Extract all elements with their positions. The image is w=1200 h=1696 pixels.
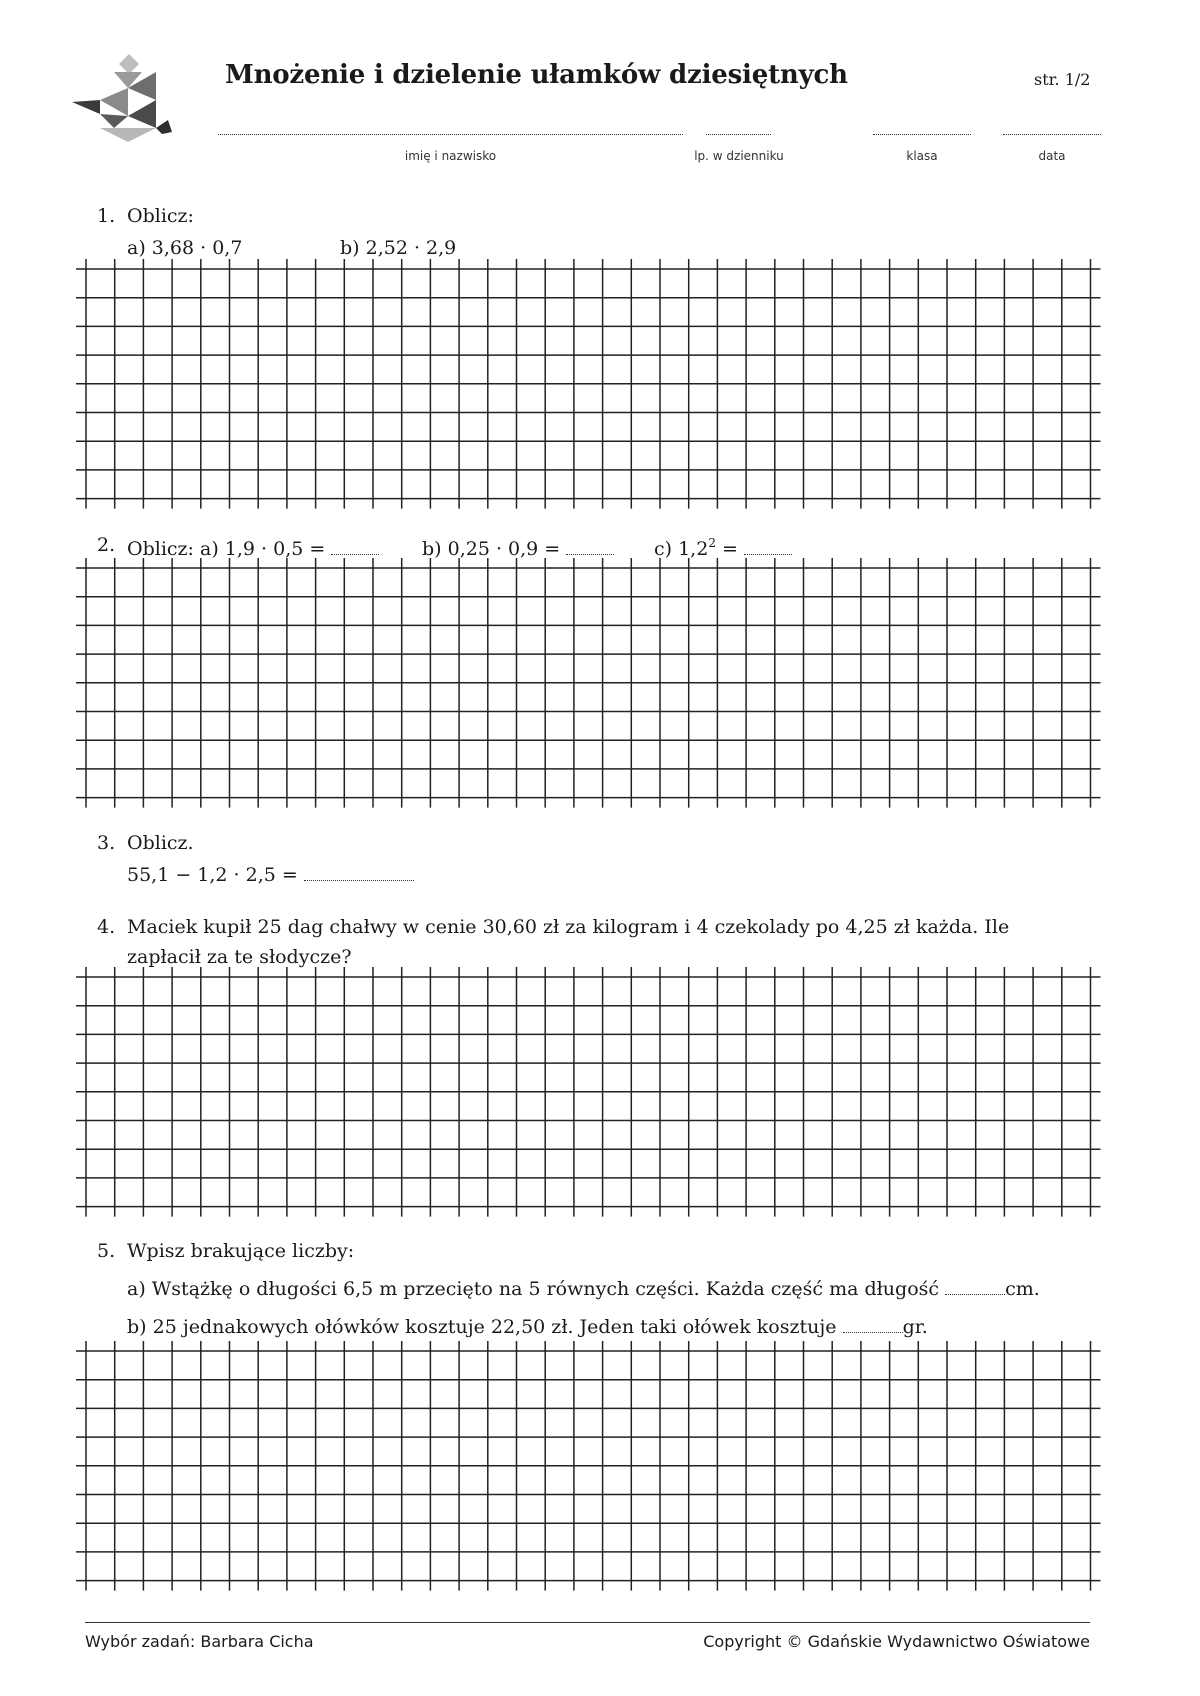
task-5-number: 5. — [97, 1240, 116, 1262]
task-2-text — [127, 538, 379, 560]
task-5b-wrap — [127, 1316, 928, 1338]
task-5a-unit: cm. — [1005, 1278, 1040, 1300]
task-5b: b) 25 jednakowych ołówków kosztuje 22,50 zł. Jeden taki ołówek kosztuje — [127, 1316, 837, 1338]
task-2c-equals: = — [715, 538, 738, 560]
task-2b: b) 0,25 · 0,9 = — [422, 538, 561, 560]
class-field-label: klasa — [906, 149, 938, 163]
task-5b-answer-blank[interactable] — [843, 1318, 903, 1333]
task-5a-wrap — [127, 1278, 1040, 1300]
footer-copyright: Copyright © Gdańskie Wydawnictwo Oświatowe — [703, 1632, 1090, 1651]
publisher-logo — [72, 52, 182, 148]
task-3-expression: 55,1 − 1,2 · 2,5 = — [127, 864, 298, 886]
date-field-label: data — [1038, 149, 1066, 163]
task-5a: a) Wstążkę o długości 6,5 m przecięto na 5 równych części. Każda część ma długość — [127, 1278, 940, 1300]
grid-lines — [76, 558, 1101, 808]
task-4-number: 4. — [97, 916, 116, 938]
task-4-line-2: zapłacił za te słodycze? — [127, 946, 352, 968]
task-2a-answer-blank[interactable] — [331, 540, 379, 555]
footer-author: Wybór zadań: Barbara Cicha — [85, 1632, 314, 1651]
date-field-line[interactable] — [1003, 124, 1101, 135]
name-field-line[interactable] — [218, 124, 683, 135]
task-5b-unit: gr. — [902, 1316, 928, 1338]
number-field-label: lp. w dzienniku — [694, 149, 784, 163]
name-field-label: imię i nazwisko — [404, 149, 497, 163]
task-2a: Oblicz: a) 1,9 · 0,5 = — [127, 538, 326, 560]
task-1b: b) 2,52 · 2,9 — [340, 237, 457, 259]
number-field-line[interactable] — [706, 124, 771, 135]
task-2c-wrap — [654, 538, 792, 560]
task-2c-base: c) 1,2 — [654, 538, 709, 560]
page-title: Mnożenie i dzielenie ułamków dziesiętnych — [225, 60, 848, 90]
task-2c-exponent: 2 — [708, 536, 716, 550]
task-3-answer-blank[interactable] — [304, 866, 414, 881]
grid-lines — [76, 259, 1101, 509]
page-number: str. 1/2 — [1034, 70, 1091, 89]
task-3-text: Oblicz. — [127, 832, 194, 854]
task-3-number: 3. — [97, 832, 116, 854]
task-1a: a) 3,68 · 0,7 — [127, 237, 243, 259]
task-5-text: Wpisz brakujące liczby: — [127, 1240, 355, 1262]
class-field-line[interactable] — [873, 124, 971, 135]
task-2-number: 2. — [97, 534, 116, 556]
task-2b-wrap — [422, 538, 614, 560]
grid-lines — [76, 1341, 1101, 1591]
footer-rule — [85, 1622, 1090, 1623]
task-1-number: 1. — [97, 205, 116, 227]
task-3-expression-wrap — [127, 864, 414, 886]
task-4-line-1: Maciek kupił 25 dag chałwy w cenie 30,60 zł za kilogram i 4 czekolady po 4,25 zł każda. Ile — [127, 916, 1010, 938]
task-2c-answer-blank[interactable] — [744, 540, 792, 555]
task-5a-answer-blank[interactable] — [945, 1280, 1005, 1295]
grid-lines — [76, 967, 1101, 1217]
task-1-text: Oblicz: — [127, 205, 194, 227]
task-2b-answer-blank[interactable] — [566, 540, 614, 555]
